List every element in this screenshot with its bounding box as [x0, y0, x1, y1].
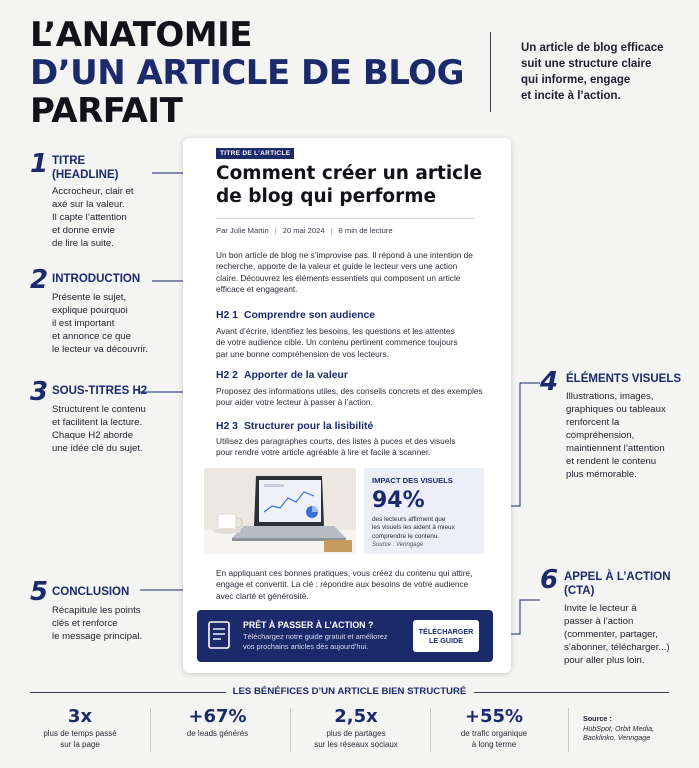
article-intro-line: efficace et engageant.: [216, 284, 298, 295]
annotation-desc-line: Il capte l’attention: [52, 212, 127, 223]
article-conclusion: [216, 568, 472, 602]
article-intro-line: Un bon article de blog ne s’improvise pas. Il répond à une intention de: [216, 250, 473, 260]
benefit-item: [30, 706, 130, 750]
benefit-label-line: de leads générés: [186, 729, 249, 738]
annotation-headline: [30, 150, 160, 250]
annotation-desc-line: Illustrations, images,: [566, 391, 654, 402]
benefit-item: [440, 706, 548, 750]
annotation-desc-line: Structurent le contenu: [52, 404, 146, 415]
section-line: Proposez des informations utiles, des conseils concrets et des exemples: [216, 386, 483, 396]
article-date: 20 mai 2024: [282, 226, 325, 235]
sources-list: [583, 724, 654, 743]
section-title: Apporter de la valeur: [243, 370, 348, 381]
annotation-desc-line: clés et renforce: [52, 618, 118, 629]
section-title: Comprendre son audience: [243, 310, 376, 321]
annotation-desc-line: Présente le sujet,: [52, 292, 127, 303]
section-line: par une bonne compréhension de vos lecteurs.: [216, 348, 389, 359]
annotation-desc-line: (commenter, partager,: [564, 629, 658, 640]
annotation-desc-line: il est important: [52, 318, 115, 329]
annotation-desc-line: et donne envie: [52, 225, 115, 236]
benefit-value: +55%: [464, 706, 524, 727]
benefit-label-line: plus de temps passé: [43, 729, 117, 738]
annotation-desc-line: et annonce ce que: [52, 331, 131, 342]
annotation-desc-line: pour aller plus loin.: [564, 655, 645, 666]
annotation-number: 6: [540, 565, 559, 595]
cta-desc-line: vos prochains articles dès aujourd’hui.: [243, 642, 369, 651]
section-title: Structurer pour la lisibilité: [243, 421, 374, 432]
h2-tag: H2 2: [216, 370, 238, 381]
annotation-heading: APPEL À L’ACTION: [564, 571, 671, 583]
title-line-2: D’UN ARTICLE DE BLOG: [30, 53, 464, 93]
annotation-desc-line: passer à l’action: [564, 616, 634, 627]
article-intro-line: claire. Découvrez les éléments essentiels qui composent un article: [216, 272, 461, 283]
header-intro-line: et incite à l’action.: [521, 90, 621, 102]
conclusion-line: avec clarté et générosité.: [216, 590, 309, 601]
article-tag: TITRE DE L’ARTICLE: [216, 148, 294, 159]
annotation-desc-line: le message principal.: [52, 631, 143, 642]
title-line-1: L’ANATOMIE: [30, 15, 253, 55]
annotation-introduction: [30, 266, 160, 361]
annotation-desc-line: renforcent la: [566, 417, 620, 428]
annotation-desc: [564, 602, 670, 667]
section-heading-3: [216, 421, 373, 432]
benefit-label-line: sur la page: [60, 740, 100, 749]
annotation-desc-line: explique pourquoi: [52, 305, 128, 316]
annotation-desc-line: Invite le lecteur à: [564, 603, 637, 614]
benefit-item: [300, 706, 412, 750]
annotation-desc-line: Récapitule les points: [52, 605, 141, 616]
section-line: Utilisez des paragraphes courts, des listes à puces et des visuels: [216, 436, 456, 446]
page-title: [30, 16, 464, 130]
header-intro-line: qui informe, engage: [521, 74, 631, 86]
benefit-label: [440, 728, 548, 750]
conclusion-line: engage et convertit. La clé : répondre aux besoins de votre audience: [216, 579, 469, 590]
annotation-desc-line: compréhension,: [566, 430, 635, 441]
benefit-separator: [290, 708, 291, 752]
cta-button-line: LE GUIDE: [429, 636, 463, 645]
section-line: pour rendre votre article agréable à lire et facile à scanner.: [216, 447, 431, 458]
section-line: de votre audience cible. Un contenu pertinent commence toujours: [216, 337, 458, 348]
conclusion-line: En appliquant ces bonnes pratiques, vous créez du contenu qui attire,: [216, 568, 473, 578]
benefit-separator: [568, 708, 569, 752]
benefit-label-line: sur les réseaux sociaux: [314, 740, 398, 749]
annotation-desc-line: maintiennent l’attention: [566, 443, 665, 454]
annotation-desc-line: s’abonner, télécharger...): [564, 642, 670, 653]
article-author: Par Julie Martin: [216, 226, 269, 235]
stat-box: [364, 468, 484, 554]
benefit-label: [300, 728, 412, 750]
cta-title: PRÊT À PASSER À L’ACTION ?: [243, 620, 374, 630]
section-heading-2: [216, 370, 348, 381]
annotation-desc: [52, 604, 142, 643]
cta-desc: [243, 632, 388, 652]
section-body-2: [216, 386, 483, 409]
annotation-desc-line: graphiques ou tableaux: [566, 404, 666, 415]
annotation-subtitles: [30, 378, 160, 458]
cta-desc-line: Téléchargez notre guide gratuit et améliorez: [243, 632, 388, 641]
header-divider: [490, 32, 491, 112]
sources: [583, 714, 654, 743]
article-title-line: Comment créer un article: [216, 163, 483, 184]
laptop-image: [204, 468, 356, 554]
benefit-label-line: plus de partages: [326, 729, 386, 738]
stat-desc: [372, 516, 455, 541]
annotation-number: 5: [30, 577, 49, 607]
article-title-line: de blog qui performe: [216, 186, 437, 207]
meta-separator: |: [330, 226, 333, 235]
document-icon: [207, 620, 233, 657]
section-heading-1: [216, 310, 375, 321]
article-title: [216, 162, 496, 208]
benefits-title: LES BÉNÉFICES D’UN ARTICLE BIEN STRUCTURÉ: [232, 686, 467, 697]
annotation-desc-line: une idée clé du sujet.: [52, 443, 143, 454]
section-line: Avant d’écrire, identifiez les besoins, les questions et les attentes: [216, 326, 455, 336]
annotation-desc-line: et facilitent la lecture.: [52, 417, 143, 428]
stat-desc-line: les visuels les aident à mieux: [372, 524, 455, 532]
h2-tag: H2 3: [216, 421, 238, 432]
annotation-heading: TITRE: [52, 155, 86, 167]
section-body-3: [216, 436, 455, 459]
benefit-separator: [150, 708, 151, 752]
benefit-label-line: à long terme: [471, 740, 517, 749]
download-guide-button[interactable]: [413, 620, 479, 652]
sources-line: Backlinko, Venngage: [583, 733, 651, 743]
annotation-visuals: [540, 368, 695, 488]
annotation-number: 1: [30, 149, 49, 179]
article-intro: [216, 250, 473, 296]
annotation-desc: [52, 291, 148, 356]
benefit-value: 3x: [67, 706, 93, 727]
title-line-3: PARFAIT: [30, 91, 183, 131]
h2-tag: H2 1: [216, 310, 238, 321]
header-intro-line: suit une structure claire: [521, 58, 652, 70]
cta-button-line: TÉLÉCHARGER: [418, 627, 474, 636]
annotation-desc-line: de lire la suite.: [52, 238, 114, 249]
benefit-value: +67%: [188, 706, 247, 727]
benefit-item: [165, 706, 270, 739]
annotation-number: 3: [30, 377, 49, 407]
meta-divider: [216, 218, 474, 219]
annotation-heading: ÉLÉMENTS VISUELS: [566, 373, 682, 385]
benefit-value: 2,5x: [334, 706, 378, 727]
stat-source: Source : Venngage: [372, 542, 424, 548]
annotation-heading: (CTA): [564, 585, 595, 597]
stat-heading: IMPACT DES VISUELS: [372, 476, 453, 485]
stat-desc-line: comprendre le contenu.: [372, 532, 440, 540]
annotation-cta: [540, 566, 695, 676]
annotation-desc-line: plus mémorable.: [566, 469, 637, 480]
article-meta: [216, 226, 393, 235]
annotation-desc: [52, 403, 146, 455]
benefit-separator: [430, 708, 431, 752]
article-read-time: 8 min de lecture: [338, 226, 393, 235]
benefit-label: [165, 728, 270, 739]
annotation-desc-line: et rendent le contenu: [566, 456, 657, 467]
header-intro-line: Un article de blog efficace: [521, 42, 664, 54]
annotation-number: 2: [30, 265, 49, 295]
annotation-desc: [566, 390, 666, 481]
meta-separator: |: [274, 226, 277, 235]
annotation-desc-line: axé sur la valeur.: [52, 199, 125, 210]
annotation-heading: (HEADLINE): [52, 169, 119, 181]
section-line: pour aider votre lecteur à passer à l’action.: [216, 397, 373, 408]
article-card: [183, 138, 511, 673]
annotation-desc-line: Accrocheur, clair et: [52, 186, 134, 197]
annotation-heading: INTRODUCTION: [52, 273, 141, 285]
annotation-conclusion: [30, 578, 160, 648]
benefit-label-line: de trafic organique: [460, 729, 528, 738]
header-intro: [521, 40, 691, 104]
annotation-heading: SOUS-TITRES H2: [52, 385, 148, 397]
annotation-desc: [52, 185, 134, 250]
stat-value: 94%: [372, 488, 425, 513]
annotation-desc-line: Chaque H2 aborde: [52, 430, 134, 441]
annotation-number: 4: [540, 367, 559, 397]
sources-line: HubSpot, Orbit Media,: [583, 723, 655, 733]
laptop-illustration: [204, 468, 356, 554]
section-body-1: [216, 326, 458, 360]
stat-desc-line: des lecteurs affirment que: [372, 516, 446, 523]
cta-box: [197, 610, 493, 662]
annotation-desc-line: le lecteur va découvrir.: [52, 344, 148, 355]
sources-title: Source :: [583, 714, 612, 723]
benefit-label: [30, 728, 130, 750]
annotation-heading: CONCLUSION: [52, 586, 130, 598]
article-intro-line: recherche, apporte de la valeur et guide le lecteur vers une action: [216, 261, 458, 272]
